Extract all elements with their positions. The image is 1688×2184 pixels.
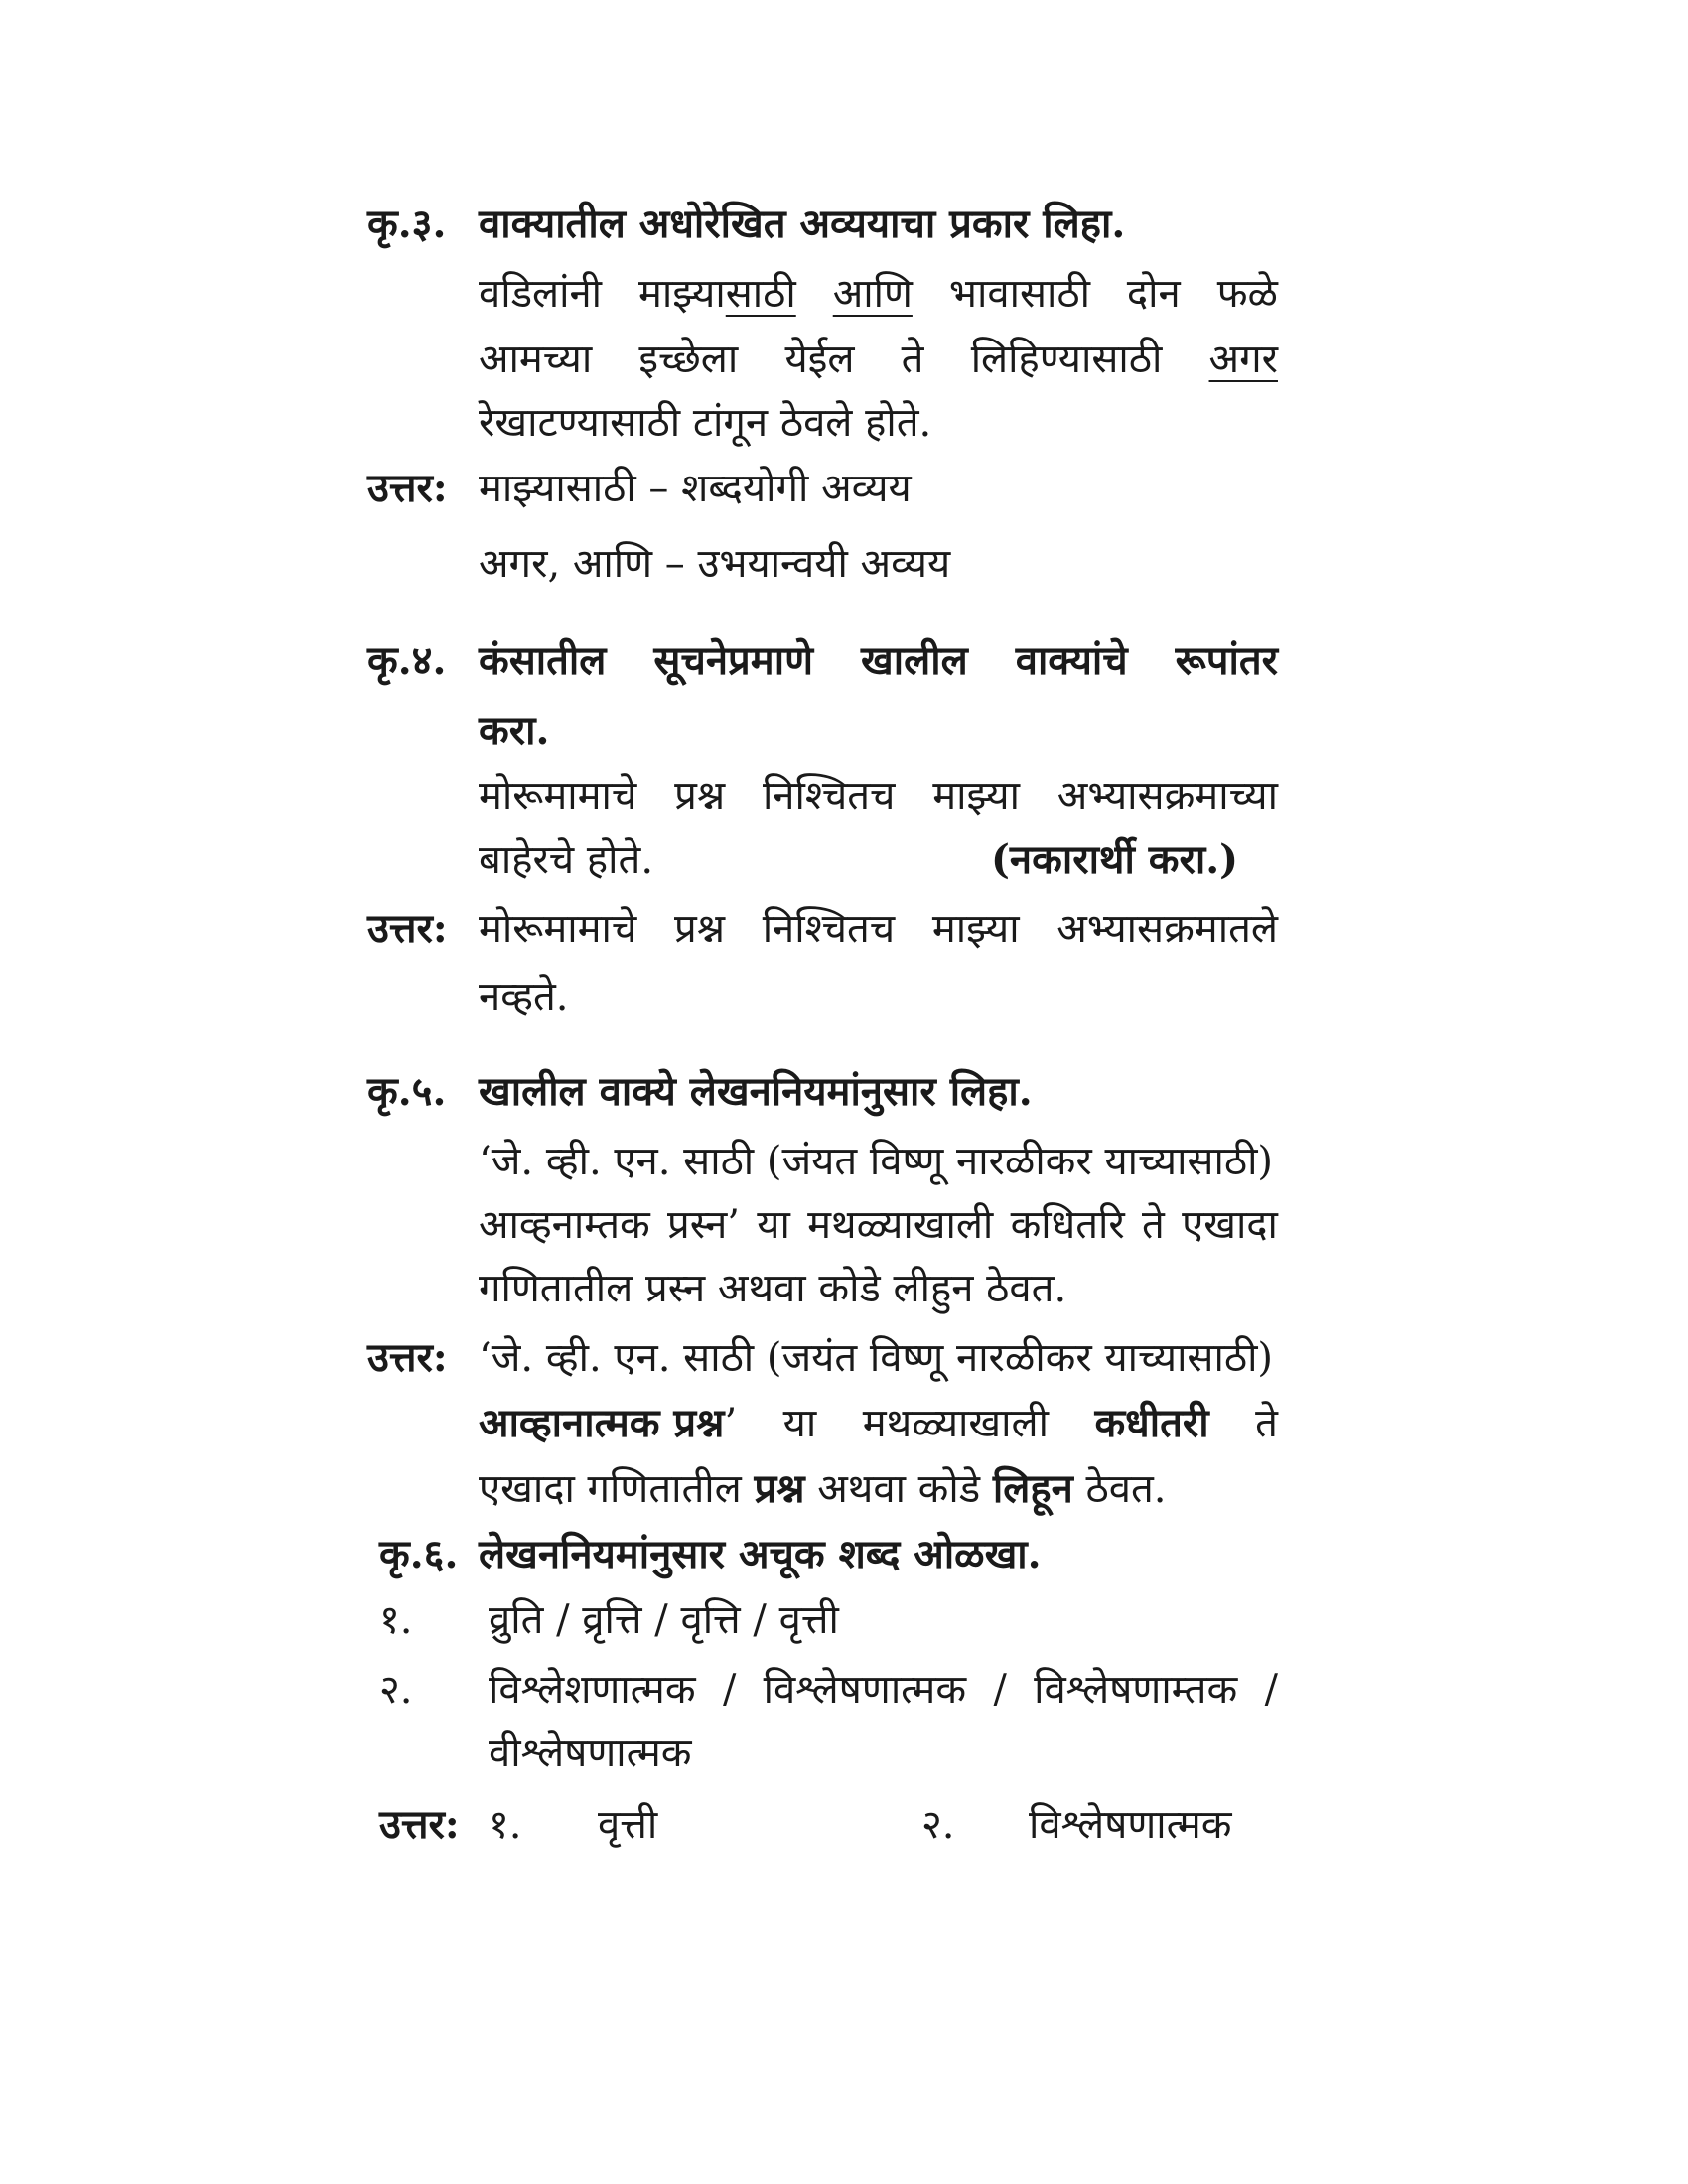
q6-title: लेखननियमांनुसार अचूक शब्द ओळखा. <box>479 1531 1042 1577</box>
q5-sentence-line3: गणितातील प्रस्न अथवा कोडे लीहुन ठेवत. <box>479 1266 1067 1311</box>
q4-answer-line2: नव्हते. <box>479 974 569 1020</box>
q3-answer-label: उत्तर: <box>367 465 448 511</box>
underlined-word-aani: आणि <box>832 271 913 317</box>
q4-sentence-line1: मोरूमामाचे प्रश्न निश्चितच माझ्या अभ्यासक्रमाच्या <box>479 773 1278 819</box>
q3-sentence-line2: आमच्या इच्छेला येईल ते लिहिण्यासाठी अगर <box>479 337 1278 382</box>
q3-label: कृ.३. <box>367 201 447 247</box>
q4-sentence-line2: बाहेरचे होते. <box>479 837 654 883</box>
q4-title-line2: करा. <box>479 707 550 753</box>
q6-item-text-1: व्रुति / व्रृत्ति / वृत्ति / वृत्ती <box>489 1597 839 1643</box>
underlined-word-agar: अगर <box>1208 337 1278 382</box>
q6-item-number-1: १. <box>379 1597 413 1643</box>
q6-answer-label: उत्तर: <box>379 1801 460 1847</box>
q6-item-text-2: विश्लेशणात्मक / विश्लेषणात्मक / विश्लेषणाम्तक / <box>489 1667 1278 1712</box>
q5-title: खालील वाक्ये लेखननियमांनुसार लिहा. <box>479 1068 1033 1115</box>
q6-item-text-2-cont: वीश्लेषणात्मक <box>489 1730 692 1776</box>
q3-answer-line1: माझ्यासाठी – शब्दयोगी अव्यय <box>479 466 912 511</box>
q4-answer-label: उत्तर: <box>367 905 448 952</box>
q3-title: वाक्यातील अधोरेखित अव्ययाचा प्रकार लिहा. <box>479 201 1126 247</box>
q6-item-number-2: २. <box>379 1667 413 1712</box>
q5-label: कृ.५. <box>367 1068 447 1115</box>
q3-sentence-line1: वडिलांनी माझ्यासाठी आणि भावासाठी दोन फळे <box>479 271 1278 317</box>
q4-title-line1: कंसातील सूचनेप्रमाणे खालील वाक्यांचे रूपांतर <box>479 637 1278 684</box>
q4-answer-line1: मोरूमामाचे प्रश्न निश्चितच माझ्या अभ्यासक्रमातले <box>479 906 1278 952</box>
q5-answer-line2: आव्हानात्मक प्रश्न’ या मथळ्याखाली कधीतरी ते <box>479 1400 1278 1446</box>
q6-answer-number-2: २. <box>921 1802 955 1847</box>
q6-answer-text-1: वृत्ती <box>598 1802 658 1847</box>
q3-sentence-line3: रेखाटण्यासाठी टांगून ठेवले होते. <box>479 400 932 446</box>
q6-answer-text-2: विश्लेषणात्मक <box>1029 1802 1232 1847</box>
q5-answer-line1: ‘जे. व्ही. एन. साठी (जयंत विष्णू नारळीकर याच्यासाठी) <box>479 1335 1274 1381</box>
q5-sentence-line1: ‘जे. व्ही. एन. साठी (जंयत विष्णू नारळीकर याच्यासाठी) <box>479 1139 1274 1184</box>
q5-sentence-line2: आव्हनाम्तक प्रस्न’ या मथळ्याखाली कधितरि ते एखादा <box>479 1202 1278 1248</box>
q5-answer-label: उत्तर: <box>367 1334 448 1381</box>
q4-label: कृ.४. <box>367 637 447 684</box>
q3-answer-line2: अगर, आणि – उभयान्वयी अव्यय <box>479 541 951 587</box>
q6-label: कृ.६. <box>379 1531 459 1577</box>
underlined-word-saathi: साठी <box>725 271 796 317</box>
q4-instruction: (नकारार्थी करा.) <box>991 836 1239 883</box>
q5-answer-line3: एखादा गणितातील प्रश्न अथवा कोडे लिहून ठेवत. <box>479 1465 1167 1512</box>
q6-answer-number-1: १. <box>489 1802 522 1847</box>
